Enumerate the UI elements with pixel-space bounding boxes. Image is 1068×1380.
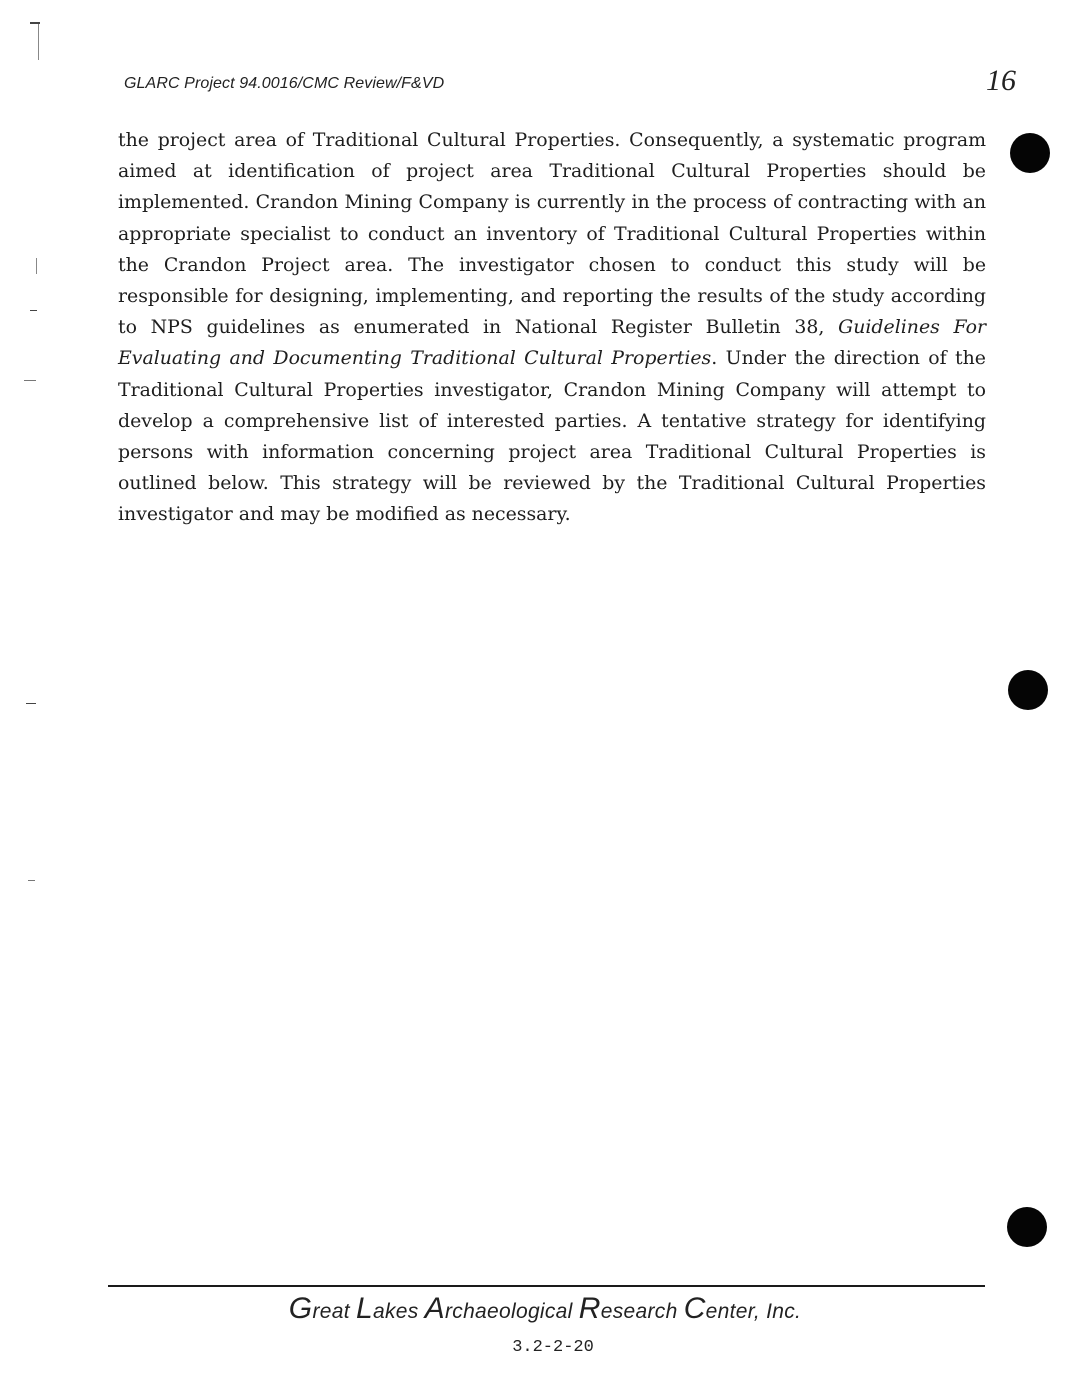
scan-edge-mark bbox=[24, 380, 36, 381]
punch-hole-bottom bbox=[1007, 1207, 1047, 1247]
body-text-part-2: . Under the direction of the Traditional Cultural Properties investigator, Crandon Mining Company will attempt to develop a comprehensive list of interested parties. A tentative strategy for identifying persons with information concerning project area Traditional Cultural Properties is outlined below. This strategy will be reviewed by the Traditional Cultural Properties investigator and may be modified as necessary. bbox=[118, 347, 986, 526]
page-number: 16 bbox=[986, 64, 1016, 97]
org-word-4: Research bbox=[578, 1292, 684, 1325]
punch-hole-top bbox=[1010, 133, 1050, 173]
bulletin-title: Guidelines For Evaluating and Documenting Traditional Cultural Properties bbox=[118, 316, 986, 370]
footer-rule bbox=[108, 1285, 985, 1287]
body-text-part-1: the project area of Traditional Cultural Properties. Consequently, a systematic program aimed at identification of project area Traditional Cultural Properties should be implemented. Crandon Mining Company is currently in the process of contracting with an appropriate specialist to conduct an inventory of Traditional Cultural Properties within the Crandon Project area. The investigator chosen to conduct this study will be responsible for designing, implementing, and reporting the results of the study according to NPS guidelines as enumerated in National Register Bulletin 38, bbox=[118, 129, 986, 339]
org-word-1: Great bbox=[288, 1292, 356, 1325]
org-word-5: Center, Inc. bbox=[683, 1292, 802, 1325]
scan-edge-mark bbox=[36, 258, 37, 274]
document-code: 3.2-2-20 bbox=[512, 1338, 594, 1357]
punch-hole-middle bbox=[1008, 670, 1048, 710]
scan-edge-mark bbox=[28, 880, 35, 881]
organization-name bbox=[0, 1292, 1068, 1326]
org-word-2: Lakes bbox=[355, 1292, 425, 1325]
body-paragraph bbox=[118, 125, 986, 531]
project-reference: GLARC Project 94.0016/CMC Review/F&VD bbox=[124, 75, 445, 92]
scan-edge-mark bbox=[38, 24, 39, 60]
scan-edge-mark bbox=[30, 310, 37, 311]
org-word-3: Archaeological bbox=[424, 1292, 579, 1325]
scan-edge-mark bbox=[26, 703, 36, 704]
